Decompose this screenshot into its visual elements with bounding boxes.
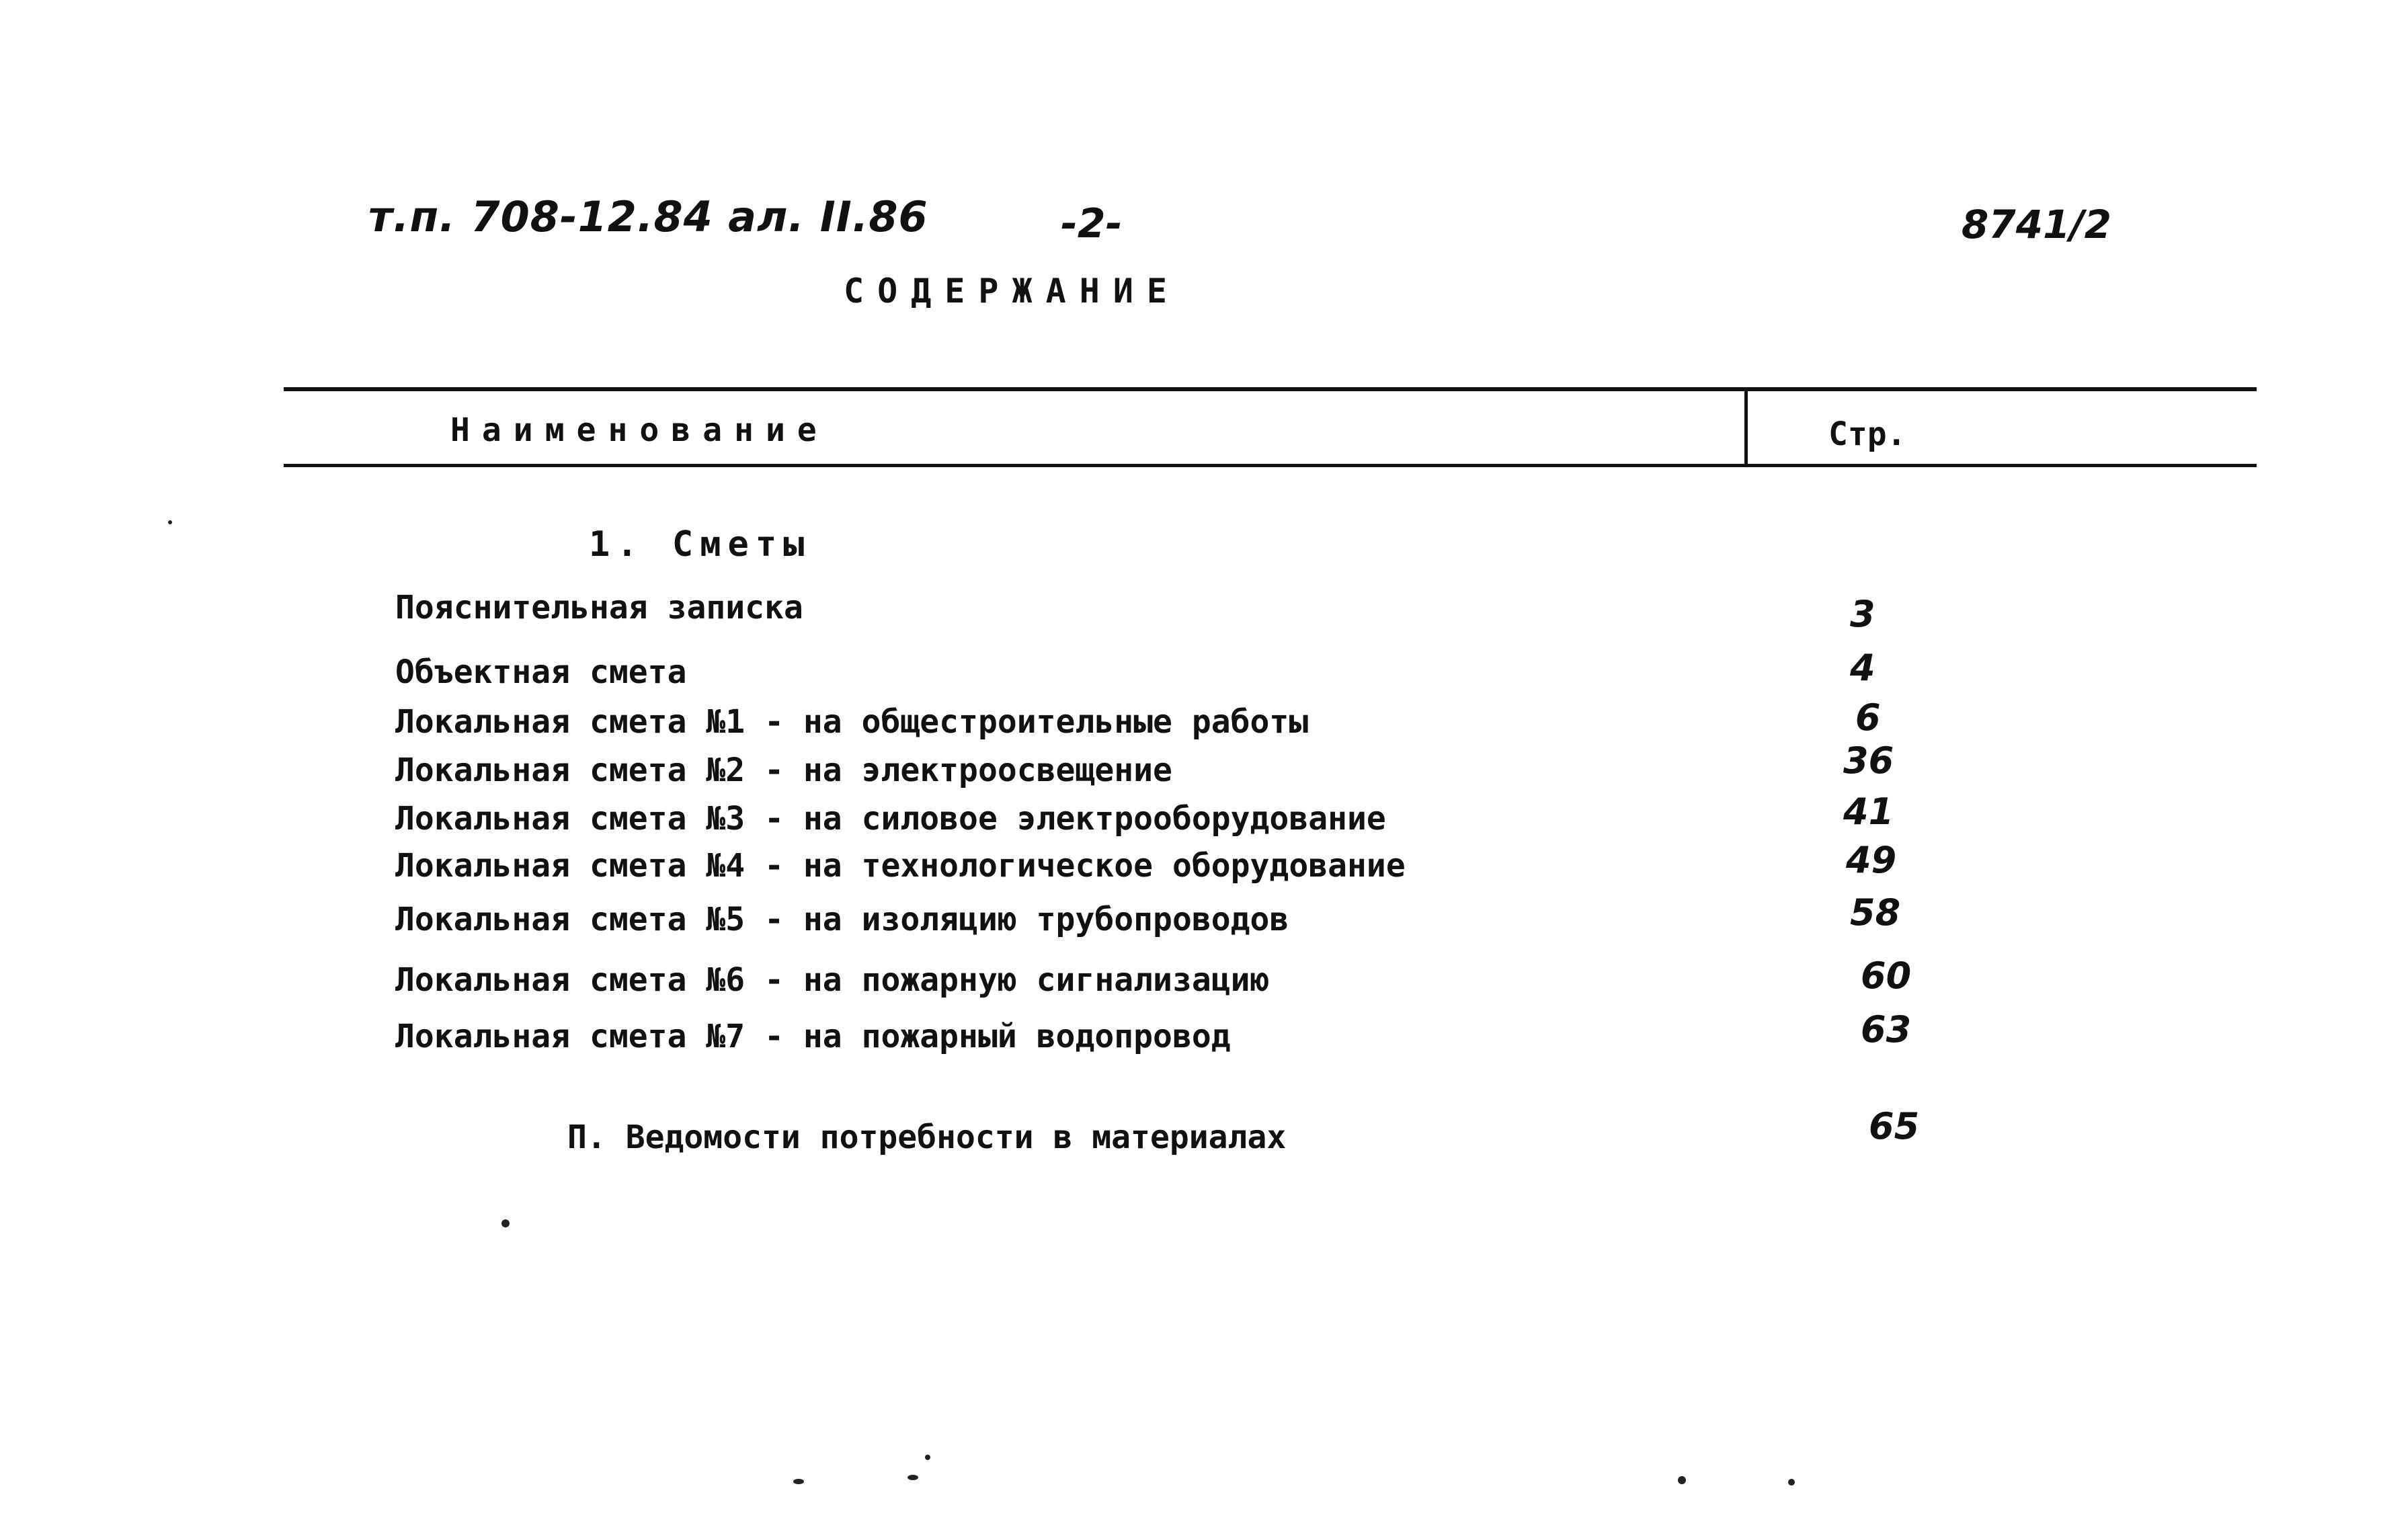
scan-speck	[1678, 1476, 1686, 1484]
toc-entry-name: Локальная смета №4 - на технологическое оборудование	[395, 847, 1406, 885]
section-heading-materials: П. Ведомости потребности в материалах	[567, 1119, 1287, 1156]
document-code: т.п. 708-12.84 ал. II.86	[368, 192, 928, 241]
table-header-bottom-rule	[284, 464, 2257, 467]
column-header-page: Стр.	[1828, 415, 1906, 453]
toc-entry-name: Пояснительная записка	[395, 589, 803, 626]
toc-entry-page: 65	[1869, 1105, 1920, 1147]
toc-entry-name: Локальная смета №6 - на пожарную сигнализацию	[395, 961, 1270, 999]
scan-speck	[925, 1455, 930, 1460]
toc-entry-page: 60	[1861, 955, 1912, 997]
toc-entry-page: 63	[1861, 1008, 1912, 1051]
toc-entry-name: Объектная смета	[395, 653, 687, 691]
scan-speck	[1788, 1479, 1795, 1486]
scan-speck	[793, 1479, 804, 1484]
toc-entry-page: 4	[1850, 647, 1875, 689]
page-number: -2-	[1061, 200, 1123, 247]
toc-entry-page: 3	[1850, 593, 1875, 635]
toc-entry-page: 49	[1846, 839, 1897, 881]
table-top-rule	[284, 387, 2257, 391]
toc-entry-page: 41	[1843, 791, 1894, 833]
inventory-number: 8741/2	[1962, 202, 2111, 247]
toc-entry-page: 36	[1843, 739, 1894, 782]
toc-entry-name: Локальная смета №7 - на пожарный водопровод	[395, 1018, 1231, 1055]
toc-entry-name: Локальная смета №3 - на силовое электрооборудование	[395, 800, 1386, 838]
column-header-name: Наименование	[450, 411, 829, 449]
toc-entry-page: 58	[1850, 891, 1901, 934]
scan-speck	[501, 1219, 510, 1227]
section-heading-estimates: 1. Сметы	[589, 524, 811, 565]
scan-speck	[168, 520, 172, 524]
scan-speck	[907, 1475, 918, 1480]
toc-entry-page: 6	[1855, 696, 1881, 739]
toc-entry-name: Локальная смета №2 - на электроосвещение	[395, 752, 1172, 789]
page-title: СОДЕРЖАНИЕ	[844, 272, 1181, 311]
toc-entry-name: Локальная смета №5 - на изоляцию трубопроводов	[395, 901, 1289, 938]
table-column-divider	[1744, 389, 1748, 467]
toc-entry-name: Локальная смета №1 - на общестроительные работы	[395, 703, 1309, 741]
